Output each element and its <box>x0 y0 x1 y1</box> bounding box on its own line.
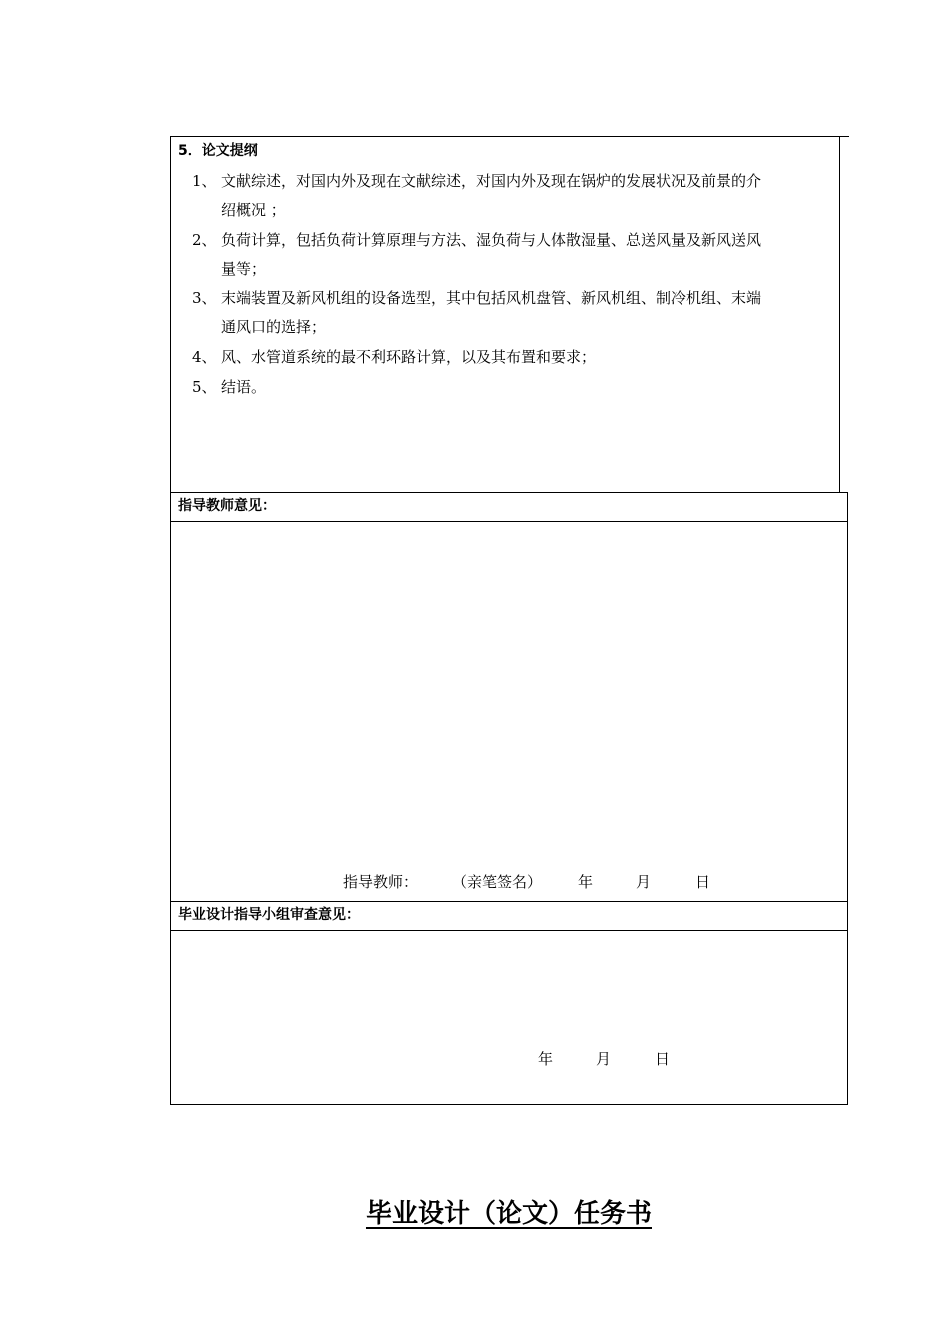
outline-item-2-line2: 量等； <box>221 260 267 278</box>
advisor-opinion-area <box>171 522 847 862</box>
table-top-border <box>170 136 847 137</box>
outline-item-1-number: 1、 <box>192 172 217 190</box>
document-title-text: 毕业设计（论文）任务书 <box>365 1199 652 1229</box>
divider-review-top <box>170 901 848 902</box>
review-date-day: 日 <box>655 1050 671 1068</box>
outline-item-4-number: 4、 <box>192 348 217 366</box>
table-right-border <box>847 492 848 1105</box>
review-group-heading: 毕业设计指导小组审查意见： <box>178 907 360 923</box>
table-top-border-stub <box>839 136 849 137</box>
outline-item-2-number: 2、 <box>192 231 217 249</box>
outline-item-5-line1: 结语。 <box>221 378 267 396</box>
outline-item-3-line2: 通风口的选择； <box>221 318 327 336</box>
outline-item-2-line1: 负荷计算，包括负荷计算原理与方法、湿负荷与人体散湿量、总送风量及新风送风 <box>221 231 762 249</box>
advisor-date-year: 年 <box>578 873 594 891</box>
outline-item-5-number: 5、 <box>192 378 217 396</box>
outline-item-1-line2: 绍概况 ； <box>221 201 286 219</box>
table-bottom-border <box>170 1104 848 1105</box>
outline-item-4-line1: 风、水管道系统的最不利环路计算，以及其布置和要求； <box>221 348 597 366</box>
review-date-month: 月 <box>596 1050 612 1068</box>
review-opinion-area <box>171 931 847 1041</box>
advisor-date-day: 日 <box>695 873 711 891</box>
review-date-year: 年 <box>538 1050 554 1068</box>
outline-item-3-line1: 末端装置及新风机组的设备选型，其中包括风机盘管、新风机组、制冷机组、末端 <box>221 289 762 307</box>
advisor-signature-label: 指导教师： <box>343 873 419 891</box>
document-title <box>0 1193 950 1230</box>
outline-item-1-line1: 文献综述，对国内外及现在文献综述，对国内外及现在锅炉的发展状况及前景的介 <box>221 172 762 190</box>
divider-advisor-top <box>170 492 848 493</box>
advisor-signature-note: （亲笔签名） <box>452 873 543 891</box>
section5-right-border <box>839 136 840 492</box>
advisor-date-month: 月 <box>636 873 652 891</box>
section5-heading: 5．论文提纲 <box>178 143 258 159</box>
outline-item-3-number: 3、 <box>192 289 217 307</box>
advisor-opinion-heading: 指导教师意见： <box>178 498 276 514</box>
